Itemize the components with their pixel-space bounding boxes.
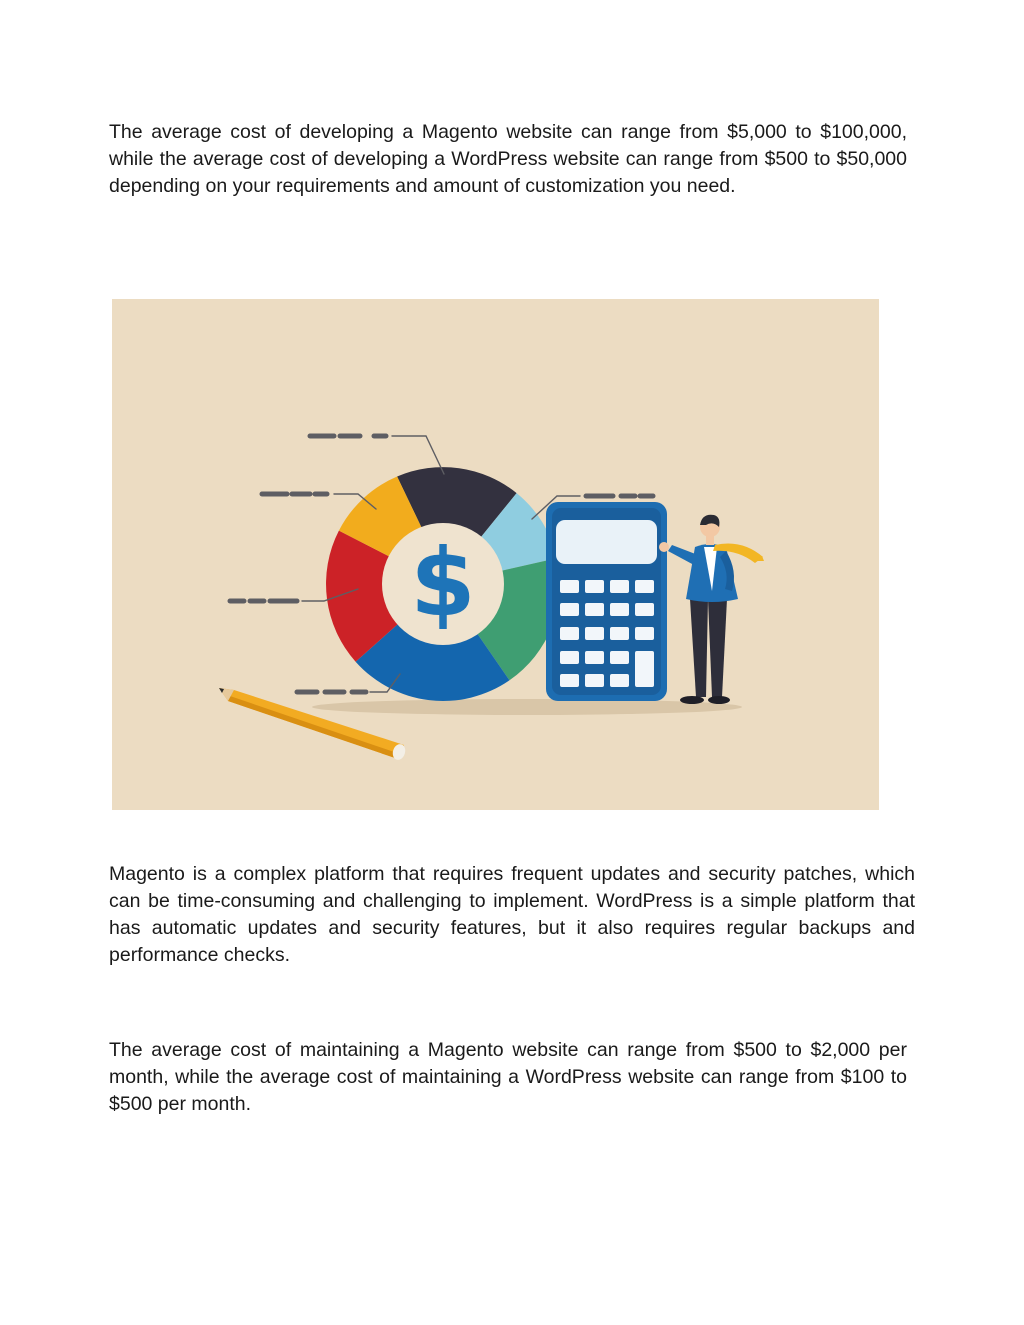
- dollar-icon: $: [410, 529, 476, 638]
- donut-chart-icon: [326, 467, 560, 701]
- cost-illustration: [112, 299, 879, 810]
- paragraph-maintenance-complexity: Magento is a complex platform that requires frequent updates and security patches, which can be time-consuming and challenging to implement. WordPress is a simple platform that has automatic updates and security features, but it also requires regular backups and performance checks.: [109, 863, 915, 966]
- paragraph-maintenance-cost: The average cost of maintaining a Magento website can range from $500 to $2,000 per month, while the average cost of maintaining a WordPress website can range from $100 to $500 per month.: [109, 1039, 907, 1115]
- paragraph-development-cost: The average cost of developing a Magento website can range from $5,000 to $100,000, while the average cost of developing a WordPress website can range from $500 to $50,000 depending on your requirements and amount of customization you need.: [109, 121, 907, 197]
- calculator-icon: [546, 502, 667, 701]
